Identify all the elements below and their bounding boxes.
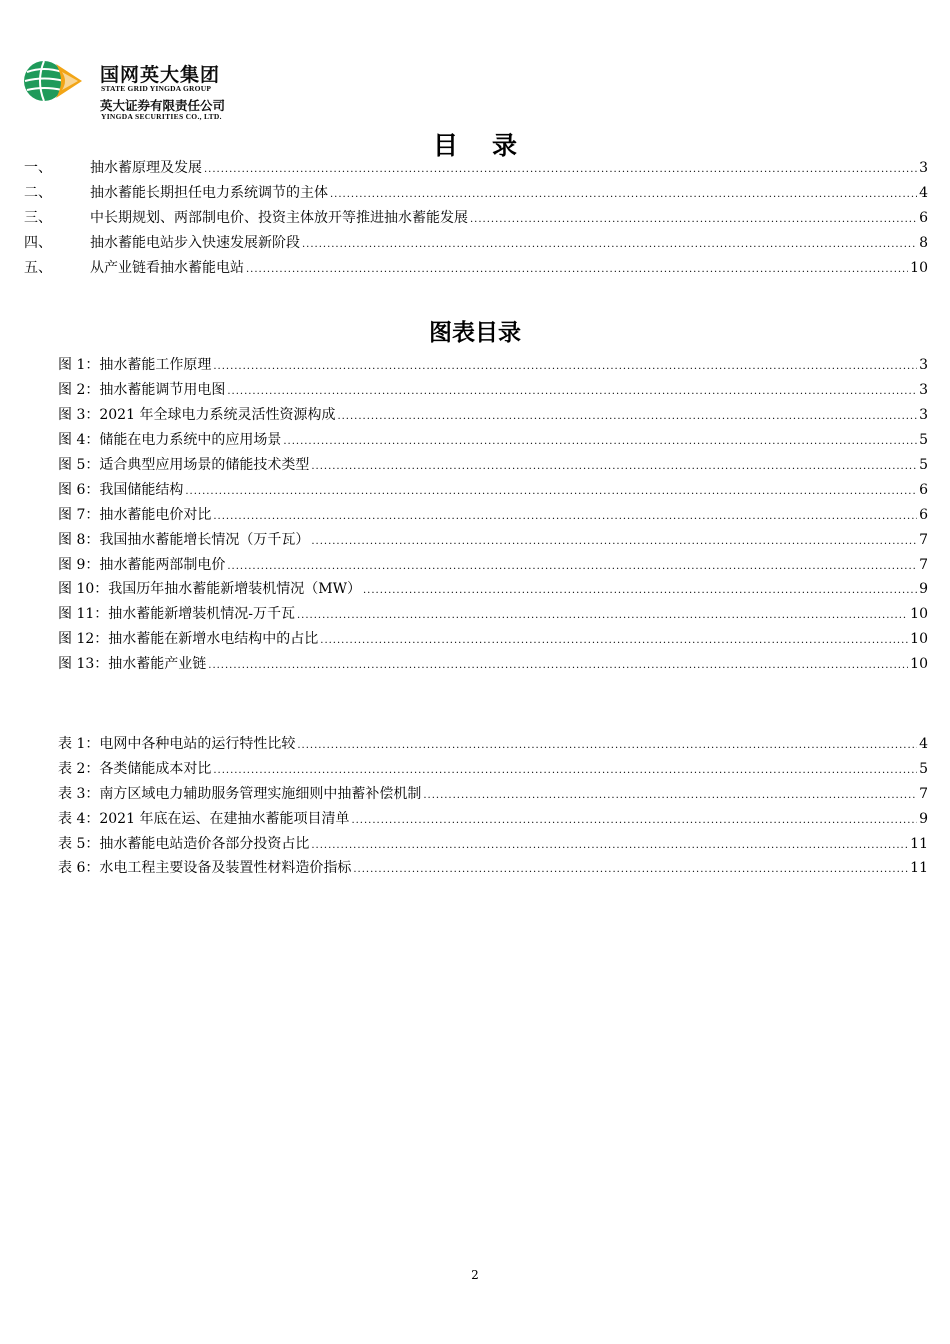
leader-dots bbox=[470, 209, 917, 231]
figure-text: 适合典型应用场景的储能技术类型 bbox=[99, 457, 310, 473]
toc-entry[interactable] bbox=[24, 157, 928, 179]
leader-dots bbox=[185, 481, 917, 503]
table-page: 9 bbox=[919, 811, 928, 827]
figure-text: 抽水蓄能电价对比 bbox=[99, 507, 212, 523]
table-entry[interactable] bbox=[58, 808, 928, 830]
table-page: 5 bbox=[919, 761, 928, 777]
toc-title: 目录 bbox=[432, 131, 551, 160]
figure-text: 抽水蓄能在新增水电结构中的占比 bbox=[108, 631, 319, 647]
figure-entry[interactable] bbox=[58, 379, 928, 401]
leader-dots bbox=[213, 356, 917, 378]
figure-text: 抽水蓄能调节用电图 bbox=[99, 382, 226, 398]
leader-dots bbox=[204, 159, 917, 181]
toc-page: 4 bbox=[919, 185, 928, 201]
toc-number: 五、 bbox=[24, 260, 52, 276]
figure-label: 图 11： bbox=[58, 606, 109, 622]
figure-text: 我国抽水蓄能增长情况（万千瓦） bbox=[99, 532, 310, 548]
figure-page: 3 bbox=[919, 357, 928, 373]
figure-text: 储能在电力系统中的应用场景 bbox=[99, 432, 282, 448]
table-page: 7 bbox=[919, 786, 928, 802]
figure-page: 10 bbox=[910, 606, 928, 622]
leader-dots bbox=[311, 531, 917, 553]
figure-page: 6 bbox=[919, 482, 928, 498]
table-entry[interactable] bbox=[58, 758, 928, 780]
leader-dots bbox=[423, 785, 917, 807]
figure-page: 5 bbox=[919, 457, 928, 473]
table-label: 表 6： bbox=[58, 860, 100, 876]
figure-label: 图 13： bbox=[58, 656, 109, 672]
table-label: 表 1： bbox=[58, 736, 100, 752]
securities-name-cn: 英大证券有限责任公司 bbox=[100, 98, 226, 113]
figure-text: 抽水蓄能产业链 bbox=[108, 656, 207, 672]
figure-entry[interactable] bbox=[58, 628, 928, 650]
toc-page: 10 bbox=[910, 260, 928, 276]
figure-label: 图 8： bbox=[58, 532, 100, 548]
toc-page: 3 bbox=[919, 160, 928, 176]
figure-label: 图 9： bbox=[58, 557, 100, 573]
leader-dots bbox=[302, 234, 917, 256]
leader-dots bbox=[311, 456, 917, 478]
leader-dots bbox=[213, 506, 917, 528]
org-name-cn: 国网英大集团 bbox=[100, 64, 221, 86]
figure-page: 7 bbox=[919, 557, 928, 573]
table-entry[interactable] bbox=[58, 833, 928, 855]
company-header bbox=[22, 56, 342, 122]
table-page: 11 bbox=[910, 836, 928, 852]
toc-number: 四、 bbox=[24, 235, 52, 251]
leader-dots bbox=[213, 760, 917, 782]
table-page: 4 bbox=[919, 736, 928, 752]
figure-text: 我国储能结构 bbox=[99, 482, 184, 498]
figure-entry[interactable] bbox=[58, 479, 928, 501]
figure-entry[interactable] bbox=[58, 554, 928, 576]
leader-dots bbox=[297, 735, 917, 757]
figure-page: 5 bbox=[919, 432, 928, 448]
figure-entry[interactable] bbox=[58, 603, 928, 625]
figure-label: 图 3： bbox=[58, 407, 100, 423]
figure-label: 图 10： bbox=[58, 581, 109, 597]
figure-label: 图 12： bbox=[58, 631, 109, 647]
toc-number: 三、 bbox=[24, 210, 52, 226]
figure-label: 图 7： bbox=[58, 507, 100, 523]
leader-dots bbox=[297, 605, 908, 627]
toc-entry[interactable] bbox=[24, 207, 928, 229]
leader-dots bbox=[363, 580, 917, 602]
figure-entry[interactable] bbox=[58, 354, 928, 376]
toc-page: 6 bbox=[919, 210, 928, 226]
figure-entry[interactable] bbox=[58, 653, 928, 675]
figure-label: 图 4： bbox=[58, 432, 100, 448]
table-text: 电网中各种电站的运行特性比较 bbox=[99, 736, 296, 752]
figure-page: 10 bbox=[910, 656, 928, 672]
figure-page: 6 bbox=[919, 507, 928, 523]
leader-dots bbox=[337, 406, 917, 428]
toc-text: 中长期规划、两部制电价、投资主体放开等推进抽水蓄能发展 bbox=[90, 210, 468, 226]
figure-page: 3 bbox=[919, 382, 928, 398]
figure-label: 图 1： bbox=[58, 357, 100, 373]
figure-text: 抽水蓄能两部制电价 bbox=[99, 557, 226, 573]
toc-entry[interactable] bbox=[24, 257, 928, 279]
leader-dots bbox=[351, 810, 917, 832]
page-number: 2 bbox=[471, 1268, 479, 1282]
leader-dots bbox=[320, 630, 908, 652]
table-entry[interactable] bbox=[58, 857, 928, 879]
figure-text: 抽水蓄能工作原理 bbox=[99, 357, 212, 373]
table-page: 11 bbox=[910, 860, 928, 876]
toc-number: 一、 bbox=[24, 160, 52, 176]
figure-label: 图 2： bbox=[58, 382, 100, 398]
leader-dots bbox=[330, 184, 917, 206]
table-text: 水电工程主要设备及装置性材料造价指标 bbox=[99, 860, 352, 876]
figure-text: 我国历年抽水蓄能新增装机情况（MW） bbox=[108, 581, 361, 597]
toc-entry[interactable] bbox=[24, 232, 928, 254]
toc-text: 抽水蓄原理及发展 bbox=[90, 160, 202, 176]
toc-page: 8 bbox=[919, 235, 928, 251]
toc-text: 从产业链看抽水蓄能电站 bbox=[90, 260, 244, 276]
figure-entry[interactable] bbox=[58, 404, 928, 426]
figure-entry[interactable] bbox=[58, 529, 928, 551]
toc-text: 抽水蓄能电站步入快速发展新阶段 bbox=[90, 235, 300, 251]
leader-dots bbox=[311, 835, 908, 857]
figure-page: 9 bbox=[919, 581, 928, 597]
figure-text: 抽水蓄能新增装机情况-万千瓦 bbox=[108, 606, 295, 622]
toc-text: 抽水蓄能长期担任电力系统调节的主体 bbox=[90, 185, 328, 201]
leader-dots bbox=[227, 556, 917, 578]
leader-dots bbox=[283, 431, 917, 453]
figure-label: 图 6： bbox=[58, 482, 100, 498]
table-label: 表 2： bbox=[58, 761, 100, 777]
table-text: 南方区域电力辅助服务管理实施细则中抽蓄补偿机制 bbox=[99, 786, 422, 802]
leader-dots bbox=[208, 655, 908, 677]
figure-entry[interactable] bbox=[58, 454, 928, 476]
figure-label: 图 5： bbox=[58, 457, 100, 473]
table-text: 各类储能成本对比 bbox=[99, 761, 212, 777]
figures-title: 图表目录 bbox=[429, 320, 521, 346]
org-name-en: STATE GRID YINGDA GROUP bbox=[101, 84, 212, 93]
figure-entry[interactable] bbox=[58, 504, 928, 526]
securities-name-en: YINGDA SECURITIES CO., LTD. bbox=[101, 112, 222, 121]
state-grid-logo-icon bbox=[22, 58, 90, 104]
table-label: 表 5： bbox=[58, 836, 100, 852]
toc-number: 二、 bbox=[24, 185, 52, 201]
table-label: 表 3： bbox=[58, 786, 100, 802]
toc-entry[interactable] bbox=[24, 182, 928, 204]
table-label: 表 4： bbox=[58, 811, 100, 827]
leader-dots bbox=[227, 381, 917, 403]
figure-entry[interactable] bbox=[58, 429, 928, 451]
table-text: 抽水蓄能电站造价各部分投资占比 bbox=[99, 836, 310, 852]
figure-page: 10 bbox=[910, 631, 928, 647]
leader-dots bbox=[246, 259, 908, 281]
figure-page: 3 bbox=[919, 407, 928, 423]
figure-entry[interactable] bbox=[58, 578, 928, 600]
figure-page: 7 bbox=[919, 532, 928, 548]
table-entry[interactable] bbox=[58, 783, 928, 805]
figure-text: 2021 年全球电力系统灵活性资源构成 bbox=[99, 407, 336, 423]
table-entry[interactable] bbox=[58, 733, 928, 755]
table-text: 2021 年底在运、在建抽水蓄能项目清单 bbox=[99, 811, 350, 827]
leader-dots bbox=[353, 859, 908, 881]
